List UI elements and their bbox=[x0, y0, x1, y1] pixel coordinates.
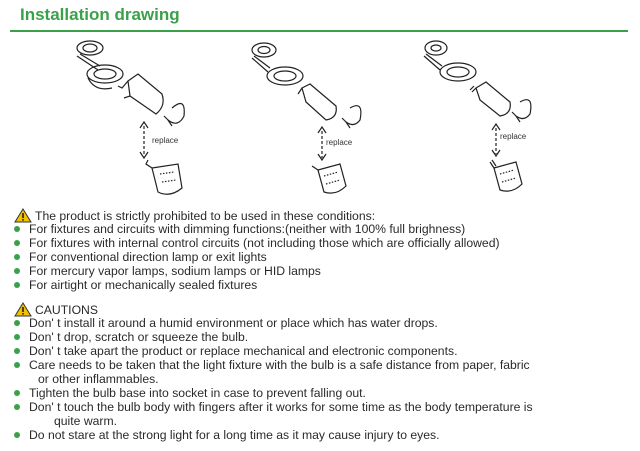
bullet-icon bbox=[14, 362, 20, 368]
cautions-heading-row bbox=[14, 302, 98, 317]
bullet-icon bbox=[14, 226, 20, 232]
warning-icon bbox=[14, 302, 32, 317]
list-item: Do not stare at the strong light for a long time as it may cause injury to eyes. bbox=[14, 428, 440, 442]
prohibited-heading: The product is strictly prohibited to be used in these conditions: bbox=[35, 209, 376, 223]
prohibited-heading-row bbox=[14, 208, 375, 223]
bullet-icon bbox=[14, 432, 20, 438]
bullet-icon bbox=[14, 268, 20, 274]
bullet-icon bbox=[14, 282, 20, 288]
e27-lamp-illustration bbox=[240, 36, 440, 206]
page-title: Installation drawing bbox=[20, 5, 180, 24]
list-item: For mercury vapor lamps, sodium lamps or HID lamps bbox=[14, 264, 321, 278]
bullet-icon bbox=[14, 348, 20, 354]
installation-diagram-1 bbox=[60, 36, 260, 206]
bullet-icon bbox=[14, 404, 20, 410]
list-item: For conventional direction lamp or exit lights bbox=[14, 250, 267, 264]
bullet-icon bbox=[14, 334, 20, 340]
list-item-continuation: quite warm. bbox=[54, 414, 117, 428]
bullet-icon bbox=[14, 254, 20, 260]
list-item: For fixtures with internal control circuits (not including those which are officially allowed) bbox=[14, 236, 500, 250]
list-item: Don' t touch the bulb body with fingers after it works for some time as the body temperature is bbox=[14, 400, 533, 414]
warning-icon bbox=[14, 208, 32, 223]
list-item: Care needs to be taken that the light fixture with the bulb is a safe distance from paper, fabric bbox=[14, 358, 530, 372]
replace-label: replace bbox=[500, 132, 527, 141]
title-divider bbox=[10, 30, 628, 32]
list-item: Don' t take apart the product or replace mechanical and electronic components. bbox=[14, 344, 457, 358]
par-lamp-illustration bbox=[60, 36, 260, 206]
gu10-lamp-illustration bbox=[418, 36, 618, 206]
list-item: Don' t install it around a humid environment or place which has water drops. bbox=[14, 316, 438, 330]
replace-label: replace bbox=[326, 138, 353, 147]
bullet-icon bbox=[14, 390, 20, 396]
bullet-icon bbox=[14, 320, 20, 326]
bullet-icon bbox=[14, 240, 20, 246]
replace-label: replace bbox=[152, 136, 179, 145]
list-item-continuation: or other inflammables. bbox=[38, 372, 159, 386]
list-item: For fixtures and circuits with dimming functions:(neither with 100% full brighness) bbox=[14, 222, 465, 236]
list-item: For airtight or mechanically sealed fixtures bbox=[14, 278, 257, 292]
list-item: Tighten the bulb base into socket in case to prevent falling out. bbox=[14, 386, 366, 400]
list-item: Don' t drop, scratch or squeeze the bulb. bbox=[14, 330, 248, 344]
installation-diagram-2 bbox=[240, 36, 440, 206]
installation-diagram-3 bbox=[418, 36, 618, 206]
cautions-heading: CAUTIONS bbox=[35, 303, 98, 317]
